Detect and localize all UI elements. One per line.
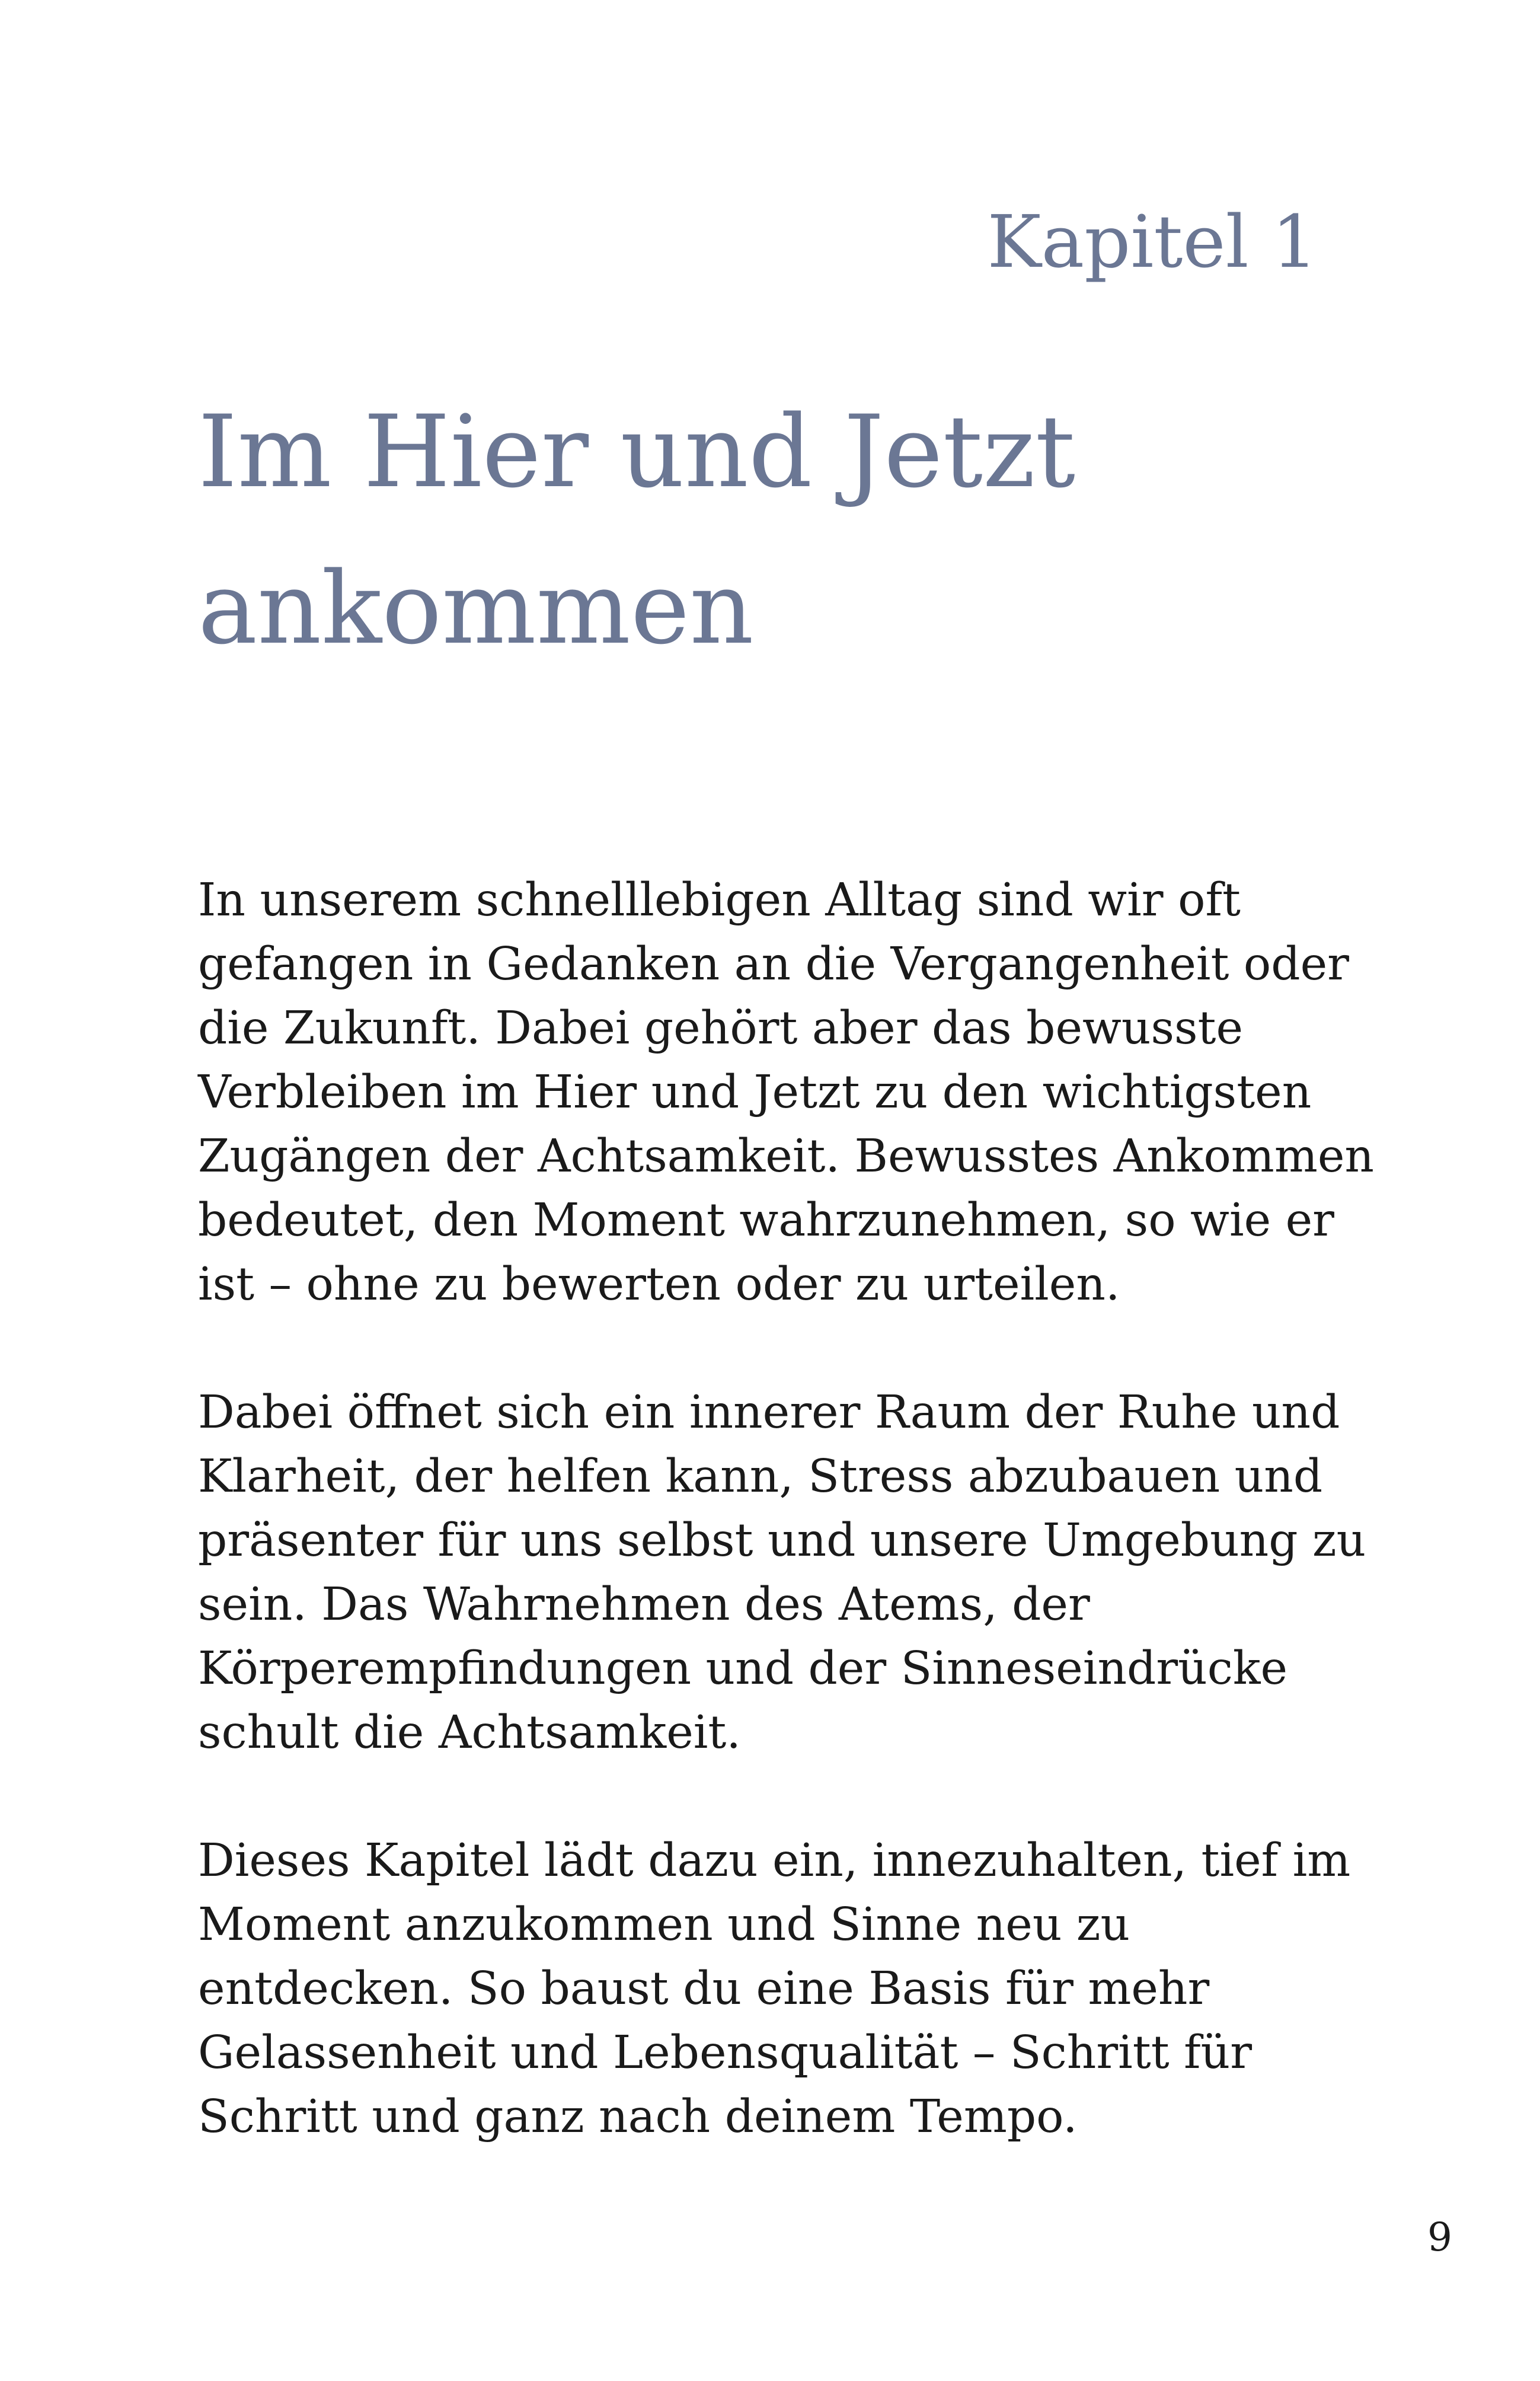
paragraph-1: [198, 869, 1374, 1317]
text-line: Moment anzukommen und Sinne neu zu: [198, 1898, 1130, 1951]
text-line: bedeutet, den Moment wahrzunehmen, so wie er: [198, 1194, 1334, 1247]
text-line: Schritt und ganz nach deinem Tempo.: [198, 2090, 1078, 2143]
text-line: sein. Das Wahrnehmen des Atems, der: [198, 1578, 1090, 1631]
text-line: Klarheit, der helfen kann, Stress abzubauen und: [198, 1450, 1323, 1503]
text-line: entdecken. So baust du eine Basis für mehr: [198, 1962, 1210, 2015]
paragraph-2: [198, 1381, 1366, 1765]
text-line: gefangen in Gedanken an die Vergangenheit oder: [198, 938, 1349, 991]
paragraph-3: [198, 1829, 1360, 2149]
chapter-title-line: ankommen: [198, 550, 754, 666]
text-line: Verbleiben im Hier und Jetzt zu den wichtigsten: [198, 1066, 1312, 1119]
text-line: Zugängen der Achtsamkeit. Bewusstes Ankommen: [198, 1130, 1374, 1183]
text-line: schult die Achtsamkeit.: [198, 1706, 741, 1759]
page-number: 9: [1427, 2214, 1452, 2260]
text-line: Dabei öffnet sich ein innerer Raum der Ruhe und: [198, 1386, 1340, 1439]
text-line: Gelassenheit und Lebensqualität – Schritt für: [198, 2026, 1253, 2079]
text-line: präsenter für uns selbst und unsere Umgebung zu: [198, 1514, 1366, 1567]
text-line: Dieses Kapitel lädt dazu ein, innezuhalten, tief im: [198, 1834, 1351, 1887]
body-text: [198, 869, 1374, 2213]
text-line: Körperempfindungen und der Sinneseindrücke: [198, 1642, 1288, 1695]
chapter-label: Kapitel 1: [987, 200, 1318, 284]
chapter-title-line: Im Hier und Jetzt: [198, 394, 1076, 510]
text-line: In unserem schnelllebigen Alltag sind wir oft: [198, 874, 1241, 927]
chapter-title: [198, 374, 1354, 687]
text-line: die Zukunft. Dabei gehört aber das bewusste: [198, 1002, 1244, 1055]
text-line: ist – ohne zu bewerten oder zu urteilen.: [198, 1258, 1120, 1311]
